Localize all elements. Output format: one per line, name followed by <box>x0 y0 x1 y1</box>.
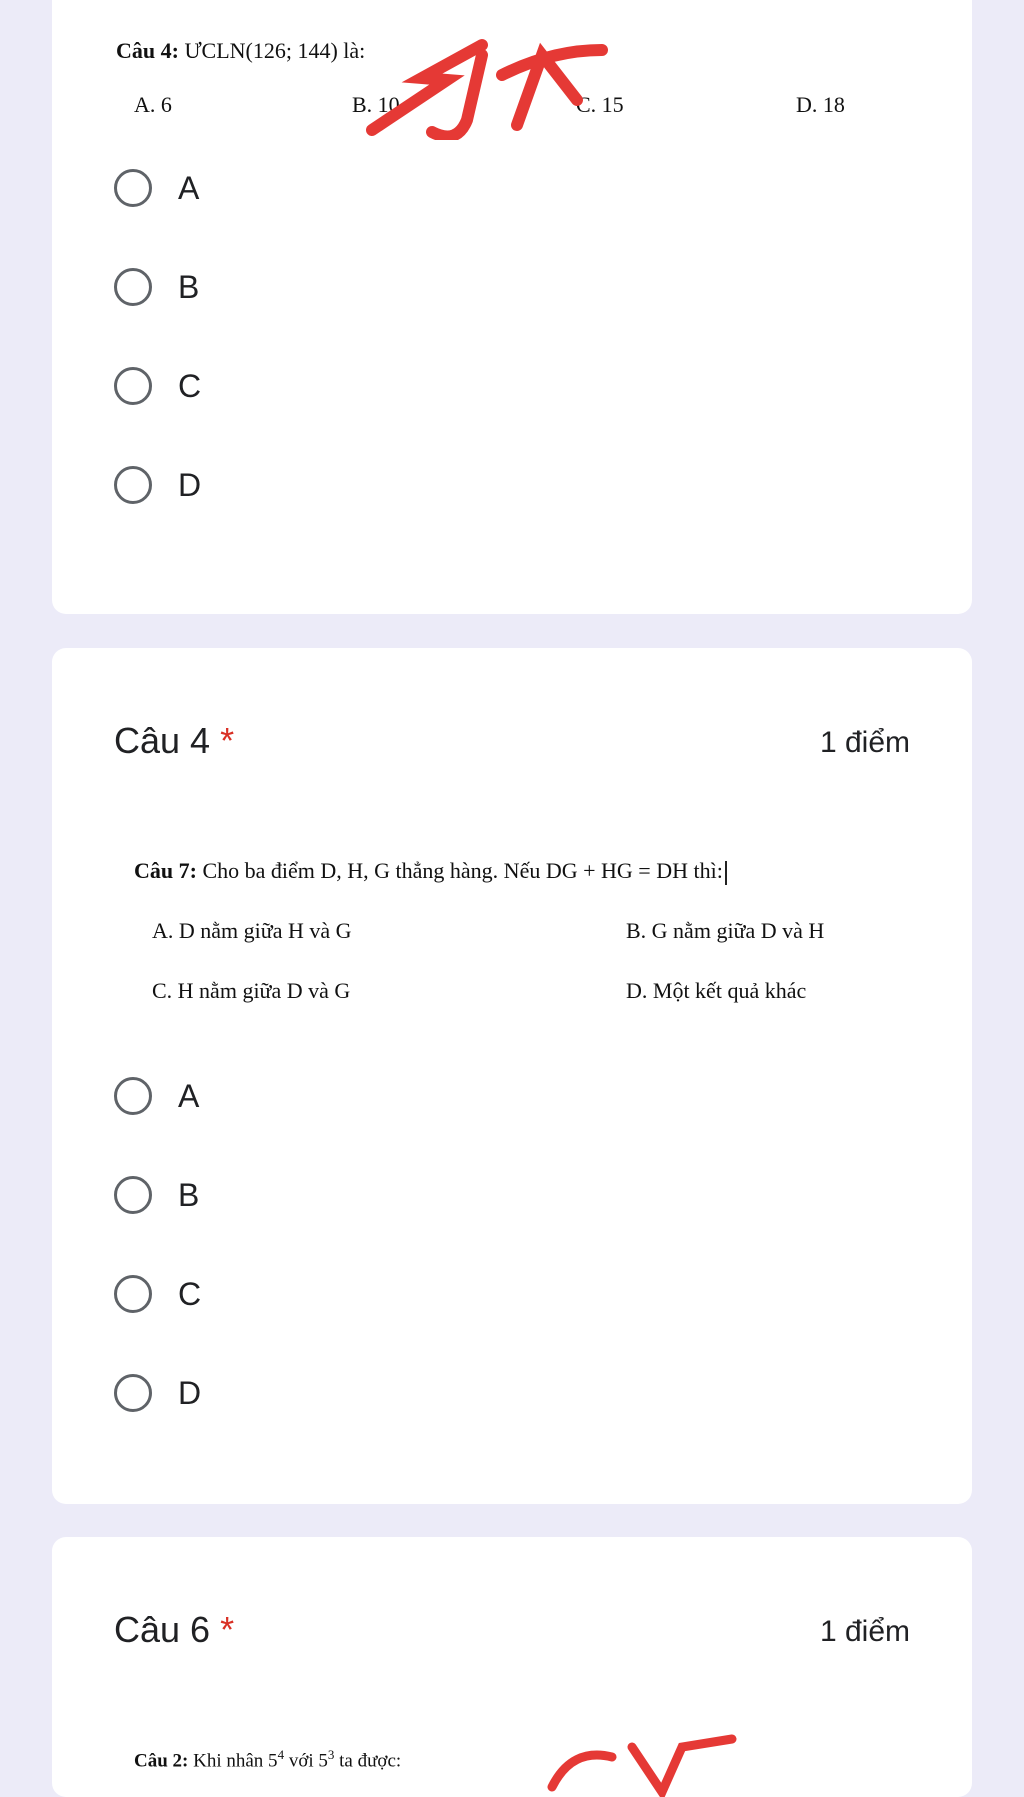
choice-d-label: D <box>178 1374 202 1411</box>
radio-b[interactable] <box>114 268 152 306</box>
radio-c[interactable] <box>114 367 152 405</box>
choice-a[interactable] <box>114 1071 199 1121</box>
choice-d[interactable] <box>114 460 201 510</box>
question-points: 1 điểm <box>819 726 910 759</box>
question-card-4 <box>52 648 972 1504</box>
radio-b[interactable] <box>114 1176 152 1214</box>
question-title <box>114 1609 234 1651</box>
choice-c[interactable] <box>114 361 201 411</box>
text-cursor <box>725 861 727 885</box>
choice-a[interactable] <box>114 163 199 213</box>
watermark-logo <box>532 1717 772 1797</box>
question-title-text: Câu 6 <box>114 1609 211 1650</box>
radio-d[interactable] <box>114 1374 152 1412</box>
radio-c[interactable] <box>114 1275 152 1313</box>
radio-a[interactable] <box>114 1077 152 1115</box>
question-image-body-b: với 5 <box>284 1750 328 1772</box>
choice-b[interactable] <box>114 1170 199 1220</box>
question-title-text: Câu 4 <box>114 720 211 761</box>
question-image-text <box>134 1747 401 1772</box>
question-title <box>114 720 234 762</box>
radio-a[interactable] <box>114 169 152 207</box>
question-card-6 <box>52 1537 972 1797</box>
image-option-d: D. 18 <box>796 92 845 117</box>
question-image-body-c: ta được: <box>334 1750 402 1772</box>
choice-c[interactable] <box>114 1269 201 1319</box>
question-image-body-a: Khi nhân 5 <box>193 1750 278 1772</box>
choice-b-label: B <box>178 1176 200 1213</box>
choice-b[interactable] <box>114 262 199 312</box>
image-option-c: C. 15 <box>576 92 624 117</box>
required-mark: * <box>220 720 235 761</box>
choice-d[interactable] <box>114 1368 201 1418</box>
choice-b-label: B <box>178 268 200 305</box>
image-option-d: D. Một kết quả khác <box>626 978 807 1003</box>
radio-d[interactable] <box>114 466 152 504</box>
image-option-b: B. 10 <box>352 92 400 117</box>
choice-a-label: A <box>178 1077 200 1114</box>
question-image-label: Câu 4: <box>116 38 179 63</box>
question-image-text <box>134 858 727 885</box>
question-image-label: Câu 7: <box>134 858 197 883</box>
choice-c-label: C <box>178 1275 202 1312</box>
image-option-b: B. G nằm giữa D và H <box>626 918 825 943</box>
question-image-body: Cho ba điểm D, H, G thẳng hàng. Nếu DG + HG = DH thì: <box>202 858 723 883</box>
question-image-label: Câu 2: <box>134 1750 189 1772</box>
choice-a-label: A <box>178 169 200 206</box>
image-option-c: C. H nằm giữa D và G <box>152 978 351 1003</box>
watermark-logo <box>352 20 652 140</box>
question-points: 1 điểm <box>819 1615 910 1648</box>
image-option-a: A. 6 <box>134 92 172 117</box>
exponent-2: 3 <box>327 1747 335 1762</box>
choice-c-label: C <box>178 367 202 404</box>
choice-d-label: D <box>178 466 202 503</box>
image-option-a: A. D nằm giữa H và G <box>152 918 352 943</box>
required-mark: * <box>220 1609 235 1650</box>
question-card-prev <box>52 0 972 614</box>
question-image-body: ƯCLN(126; 144) là: <box>184 38 366 63</box>
exponent-1: 4 <box>277 1747 285 1762</box>
question-image-text <box>116 38 365 64</box>
